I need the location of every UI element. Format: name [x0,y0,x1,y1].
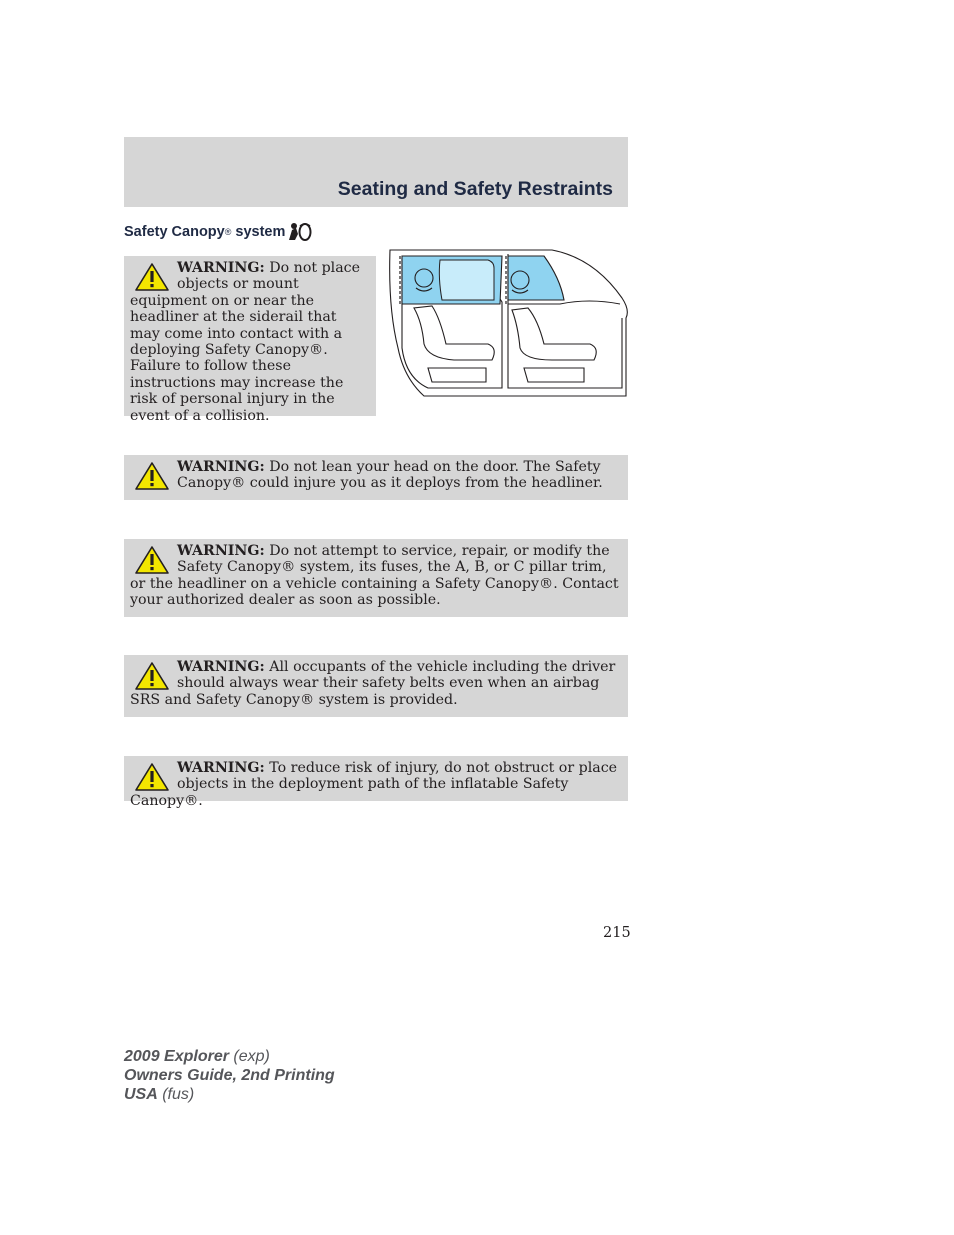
warning-label: WARNING: [177,543,265,559]
footer-line-2: Owners Guide, 2nd Printing [124,1067,335,1084]
safety-canopy-illustration [384,248,630,398]
warning-text: Do not place objects or mount equipment on or near the headliner at the siderail that may come into contact with a deploying Safety Canopy®. Failure to follow these instructions may increase the risk of personal injury in the event of a collision. [130,260,360,424]
footer-market: USA [124,1086,158,1103]
registered-mark: ® [224,227,232,237]
warning-text: All occupants of the vehicle including the driver should always wear their safety belts even when an airbag SRS and Safety Canopy® system is provided. [130,659,616,708]
warning-triangle-icon [134,661,170,691]
footer-model: 2009 Explorer [124,1048,229,1065]
warning-label: WARNING: [177,659,265,675]
warning-box-service [124,539,628,617]
section-title-suffix: system [235,224,286,240]
section-title-text: Safety Canopy [124,224,225,240]
warning-text: Do not attempt to service, repair, or modify the Safety Canopy® system, its fuses, the A, B, or C pillar trim, or the headliner on a vehicle containing a Safety Canopy®. Contact your authorized dealer as soon as possible. [130,543,619,609]
footer-model-code: (exp) [228,1048,270,1065]
page-number: 215 [603,925,631,941]
warning-box-safety-belts [124,655,628,717]
safety-canopy-icon [286,222,312,242]
warning-text: Do not lean your head on the door. The Safety Canopy® could injure you as it deploys from the headliner. [177,459,603,492]
footer [124,1047,335,1104]
header-band [124,137,628,207]
footer-line-1 [124,1047,335,1066]
warning-label: WARNING: [177,260,265,276]
footer-market-code: (fus) [157,1086,195,1103]
warning-label: WARNING: [177,459,265,475]
warning-triangle-icon [134,762,170,792]
warning-triangle-icon [134,461,170,491]
warning-box-door [124,455,628,500]
warning-text: To reduce risk of injury, do not obstruct or place objects in the deployment path of the inflatable Safety Canopy®. [130,760,618,809]
warning-triangle-icon [134,545,170,575]
page-title: Seating and Safety Restraints [337,178,613,200]
section-title [124,222,312,242]
warning-triangle-icon [134,262,170,292]
warning-label: WARNING: [177,760,265,776]
footer-line-3 [124,1085,335,1104]
warning-box-headliner [124,256,376,424]
warning-box-deployment-path [124,756,628,809]
